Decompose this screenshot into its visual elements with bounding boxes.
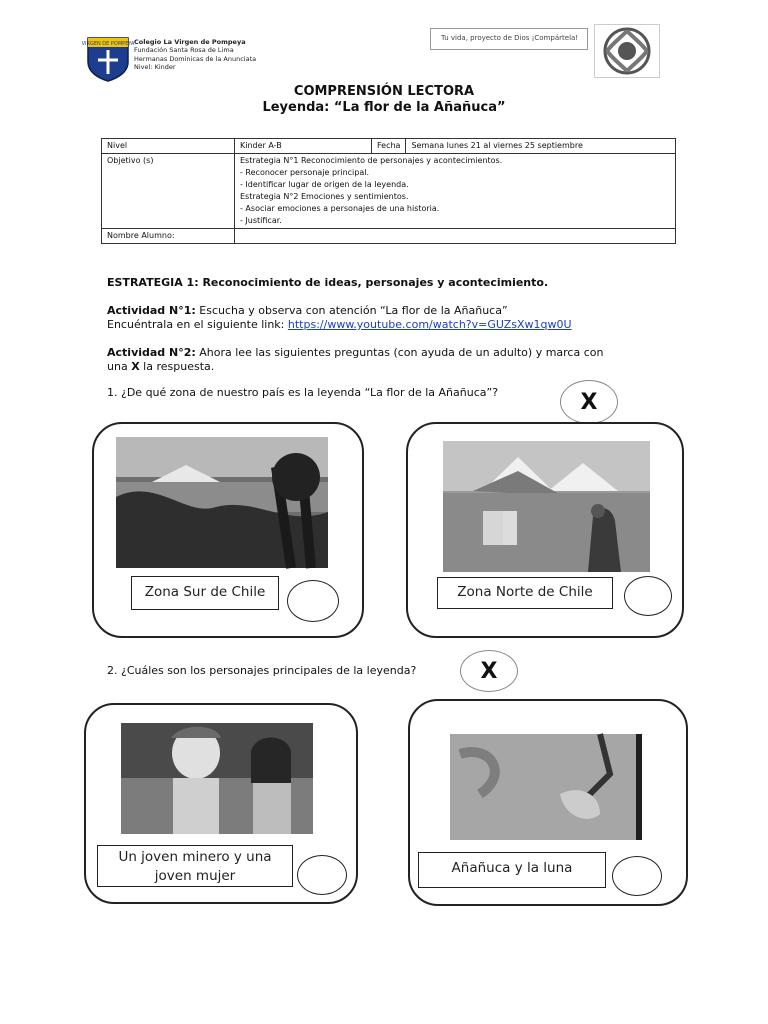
actividad-1-text: Escucha y observa con atención “La flor de la Añañuca”: [195, 304, 508, 317]
actividad-1-label: Actividad N°1:: [107, 304, 196, 317]
estrategia-heading: [107, 276, 687, 290]
objetivo-line: - Asociar emociones a personajes de una historia.: [240, 204, 440, 213]
q1-option-label-right: Zona Norte de Chile: [437, 577, 613, 609]
objetivo-line: - Identificar lugar de origen de la leyenda.: [240, 180, 409, 189]
q1-option-label-left: Zona Sur de Chile: [131, 576, 279, 610]
q1-answer-circle-right[interactable]: [624, 576, 672, 616]
alumno-label: Nombre Alumno:: [102, 229, 235, 244]
fecha-label: Fecha: [372, 139, 406, 154]
page-subtitle: Leyenda: “La flor de la Añañuca”: [262, 100, 506, 115]
north-chile-photo: [443, 441, 650, 572]
question-2-mark[interactable]: X: [460, 650, 518, 692]
nivel-label: Nivel: [102, 139, 235, 154]
actividad-2-label: Actividad N°2:: [107, 346, 196, 359]
congregation-logo: [594, 24, 660, 78]
actividad-2: [107, 346, 687, 374]
minero-mujer-photo: [121, 723, 313, 834]
question-1-mark[interactable]: X: [560, 380, 618, 424]
objetivo-line: - Reconocer personaje principal.: [240, 168, 369, 177]
fecha-value: Semana lunes 21 al viernes 25 septiembre: [406, 139, 676, 154]
school-foundation: Fundación Santa Rosa de Lima: [134, 46, 234, 55]
q2-answer-circle-left[interactable]: [297, 855, 347, 895]
actividad-1: [107, 304, 687, 332]
q2-answer-circle-right[interactable]: [612, 856, 662, 896]
school-level: Nivel: Kinder: [134, 63, 176, 72]
objetivo-line: - Justificar.: [240, 216, 282, 225]
actividad-2-text-a: una: [107, 360, 132, 373]
estrategia-text: : Reconocimiento de ideas, personajes y acontecimiento.: [194, 276, 549, 289]
actividad-1-link-intro: Encuéntrala en el siguiente link:: [107, 318, 288, 331]
q1-answer-circle-left[interactable]: [287, 580, 339, 622]
actividad-2-text: Ahora lee las siguientes preguntas (con ayuda de un adulto) y marca con: [195, 346, 604, 359]
estrategia-label: ESTRATEGIA 1: [107, 276, 195, 289]
info-table: [101, 138, 676, 244]
motto-text: Tu vida, proyecto de Dios ¡Compártela!: [441, 34, 579, 42]
youtube-link[interactable]: https://www.youtube.com/watch?v=GUZsXw1qw0U: [287, 318, 572, 331]
objetivo-line: Estrategia N°1 Reconocimiento de personajes y acontecimientos.: [240, 156, 503, 165]
motto-box: [430, 28, 588, 50]
q2-option-label-right: Añañuca y la luna: [418, 852, 606, 888]
objetivo-label: Objetivo (s): [102, 154, 235, 229]
objetivo-value: [235, 154, 676, 229]
question-1: 1. ¿De qué zona de nuestro país es la leyenda “La flor de la Añañuca”?: [107, 386, 499, 399]
school-name: Colegio La Virgen de Pompeya: [134, 38, 246, 46]
crest-text: VIRGEN DE POMPEYA: [81, 41, 135, 47]
nivel-value: Kinder A-B: [235, 139, 372, 154]
ananuca-luna-photo: [450, 734, 642, 840]
school-crest-logo: [81, 34, 135, 82]
school-congregation: Hermanas Dominicas de la Anunciata: [134, 54, 257, 63]
alumno-field[interactable]: [235, 229, 676, 244]
page-title: COMPRENSIÓN LECTORA: [293, 84, 475, 99]
actividad-2-x: X: [131, 360, 140, 373]
actividad-2-text-b: la respuesta.: [139, 360, 215, 373]
objetivo-line: Estrategia N°2 Emociones y sentimientos.: [240, 192, 409, 201]
question-2: 2. ¿Cuáles son los personajes principales de la leyenda?: [107, 664, 417, 677]
q2-option-label-left: Un joven minero y una joven mujer: [97, 845, 293, 887]
south-chile-photo: [116, 437, 328, 568]
school-info: [134, 38, 256, 72]
